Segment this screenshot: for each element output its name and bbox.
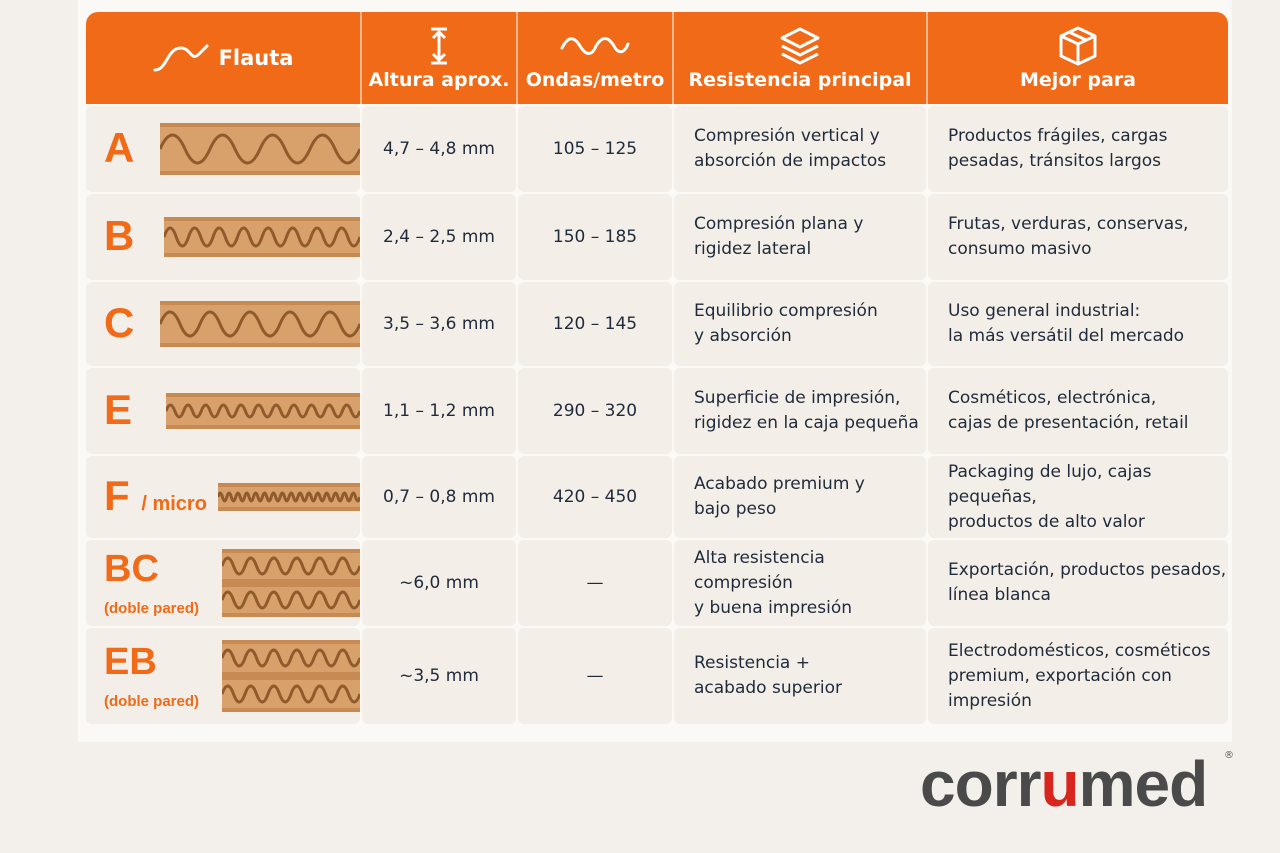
flute-letter-text: EB [104,641,157,683]
flute-letter [104,549,199,629]
resistencia-cell [674,540,926,626]
flute-sub-label: (doble pared) [104,600,200,617]
flute-letter [104,211,134,261]
mejor-line: cajas de presentación, retail [948,413,1189,433]
mejor-line: Exportación, productos pesados, [948,560,1227,580]
table-row [86,106,1228,192]
table-row [86,456,1228,538]
header-altura-label: Altura aprox. [368,69,510,91]
flute-letter [104,123,134,173]
corrumed-logo [920,748,1208,820]
ondas-value: 150 – 185 [552,226,638,247]
header-resistencia-label: Resistencia principal [688,69,912,91]
mejor-cell [928,628,1228,724]
flute-sub-label: / micro [141,493,207,515]
registered-mark: ® [1224,750,1234,761]
flute-letter-text: B [104,212,135,259]
resistencia-cell [674,628,926,724]
mejor-cell [928,456,1228,538]
altura-cell [362,106,516,192]
cardboard-profile-image [222,628,360,724]
mejor-line: consumo masivo [948,239,1092,259]
flute-letter [104,298,134,348]
table-row [86,540,1228,626]
flute-cell [86,368,360,454]
altura-cell [362,194,516,280]
header-resistencia [674,12,926,104]
resistencia-line: acabado superior [694,678,842,698]
resistencia-line: Alta resistencia compresión [694,547,825,593]
altura-cell [362,368,516,454]
header-flauta-label: Flauta [218,46,294,70]
resistencia-line: rigidez en la caja pequeña [694,413,919,433]
resistencia-cell [674,106,926,192]
flute-letter-text: C [104,299,135,346]
mejor-line: pesadas, tránsitos largos [948,151,1162,171]
cardboard-profile-image [222,540,360,626]
mejor-line: premium, exportación con impresión [948,665,1172,711]
resistencia-line: Acabado premium y [694,474,865,494]
mejor-cell [928,194,1228,280]
flute-cell [86,282,360,366]
logo-text-accent: u [1040,748,1079,820]
resistencia-line: Equilibrio compresión [694,301,878,321]
mejor-cell [928,540,1228,626]
table-row [86,628,1228,724]
mejor-line: Productos frágiles, cargas [948,126,1168,146]
header-mejor-label: Mejor para [1020,69,1136,91]
header-ondas [518,12,672,104]
flute-letter [104,471,207,529]
altura-cell [362,628,516,724]
altura-value: 2,4 – 2,5 mm [383,226,495,247]
flute-letter-text: F [104,472,130,519]
mejor-line: Electrodomésticos, cosméticos [948,640,1211,661]
resistencia-cell [674,368,926,454]
flute-letter-text: BC [104,548,159,590]
resistencia-cell [674,194,926,280]
table-row [86,194,1228,280]
cardboard-profile-image [166,368,360,454]
ondas-value: — [586,665,604,686]
flute-cell [86,540,360,626]
mejor-line: línea blanca [948,585,1051,605]
flute-letter-text: A [104,124,135,171]
flute-cell [86,194,360,280]
resistencia-cell [674,456,926,538]
mejor-cell [928,282,1228,366]
ondas-value: 420 – 450 [552,486,638,507]
resistencia-line: y buena impresión [694,597,852,618]
flute-letter [104,385,132,435]
mejor-line: Packaging de lujo, cajas pequeñas, [948,461,1152,507]
ondas-value: 290 – 320 [552,400,638,421]
table-row [86,368,1228,454]
ondas-value: — [586,572,604,593]
altura-value: 3,5 – 3,6 mm [383,313,495,334]
resistencia-line: Compresión plana y [694,214,864,234]
flute-cell [86,628,360,724]
flute-cell [86,106,360,192]
resistencia-line: y absorción [694,326,792,346]
altura-cell [362,282,516,366]
header-mejor [928,12,1228,104]
altura-value: ~6,0 mm [399,572,479,593]
ondas-cell [518,540,672,626]
cardboard-profile-image [164,194,360,280]
table-header [86,12,1228,104]
wave-curve-icon [153,36,209,78]
header-ondas-label: Ondas/metro [525,69,665,91]
box-icon [1057,25,1099,67]
mejor-cell [928,368,1228,454]
altura-value: 0,7 – 0,8 mm [383,486,495,507]
mejor-line: la más versátil del mercado [948,326,1185,346]
ondas-cell [518,282,672,366]
ondas-cell [518,106,672,192]
logo-text: med [1078,748,1208,820]
mejor-line: Cosméticos, electrónica, [948,388,1157,408]
flute-sub-label: (doble pared) [104,693,200,710]
altura-value: ~3,5 mm [399,665,479,686]
altura-value: 1,1 – 1,2 mm [383,400,495,421]
flute-letter-text: E [104,386,133,433]
ondas-value: 105 – 125 [552,138,638,159]
resistencia-line: absorción de impactos [694,151,887,171]
header-altura [362,12,516,104]
mejor-line: Frutas, verduras, conservas, [948,214,1189,234]
cardboard-profile-image [218,456,360,538]
resistencia-line: Superficie de impresión, [694,388,901,408]
altura-value: 4,7 – 4,8 mm [383,138,495,159]
altura-cell [362,456,516,538]
mejor-cell [928,106,1228,192]
header-flauta [86,12,360,104]
logo-text: corr [920,748,1041,820]
resistencia-line: Resistencia + [694,653,810,673]
layers-icon [778,25,822,67]
ondas-cell [518,194,672,280]
resistencia-line: rigidez lateral [694,239,812,259]
mejor-line: Uso general industrial: [948,301,1141,321]
resistencia-line: bajo peso [694,499,777,519]
ondas-cell [518,456,672,538]
ondas-cell [518,368,672,454]
altura-cell [362,540,516,626]
ondas-value: 120 – 145 [552,313,638,334]
flute-cell [86,456,360,538]
height-arrow-icon [427,25,451,67]
wave-icon [560,25,630,67]
mejor-line: productos de alto valor [948,511,1145,532]
cardboard-profile-image [160,106,360,192]
resistencia-line: Compresión vertical y [694,126,880,146]
resistencia-cell [674,282,926,366]
ondas-cell [518,628,672,724]
flute-letter [104,642,199,722]
cardboard-profile-image [160,282,360,366]
table-row [86,282,1228,366]
